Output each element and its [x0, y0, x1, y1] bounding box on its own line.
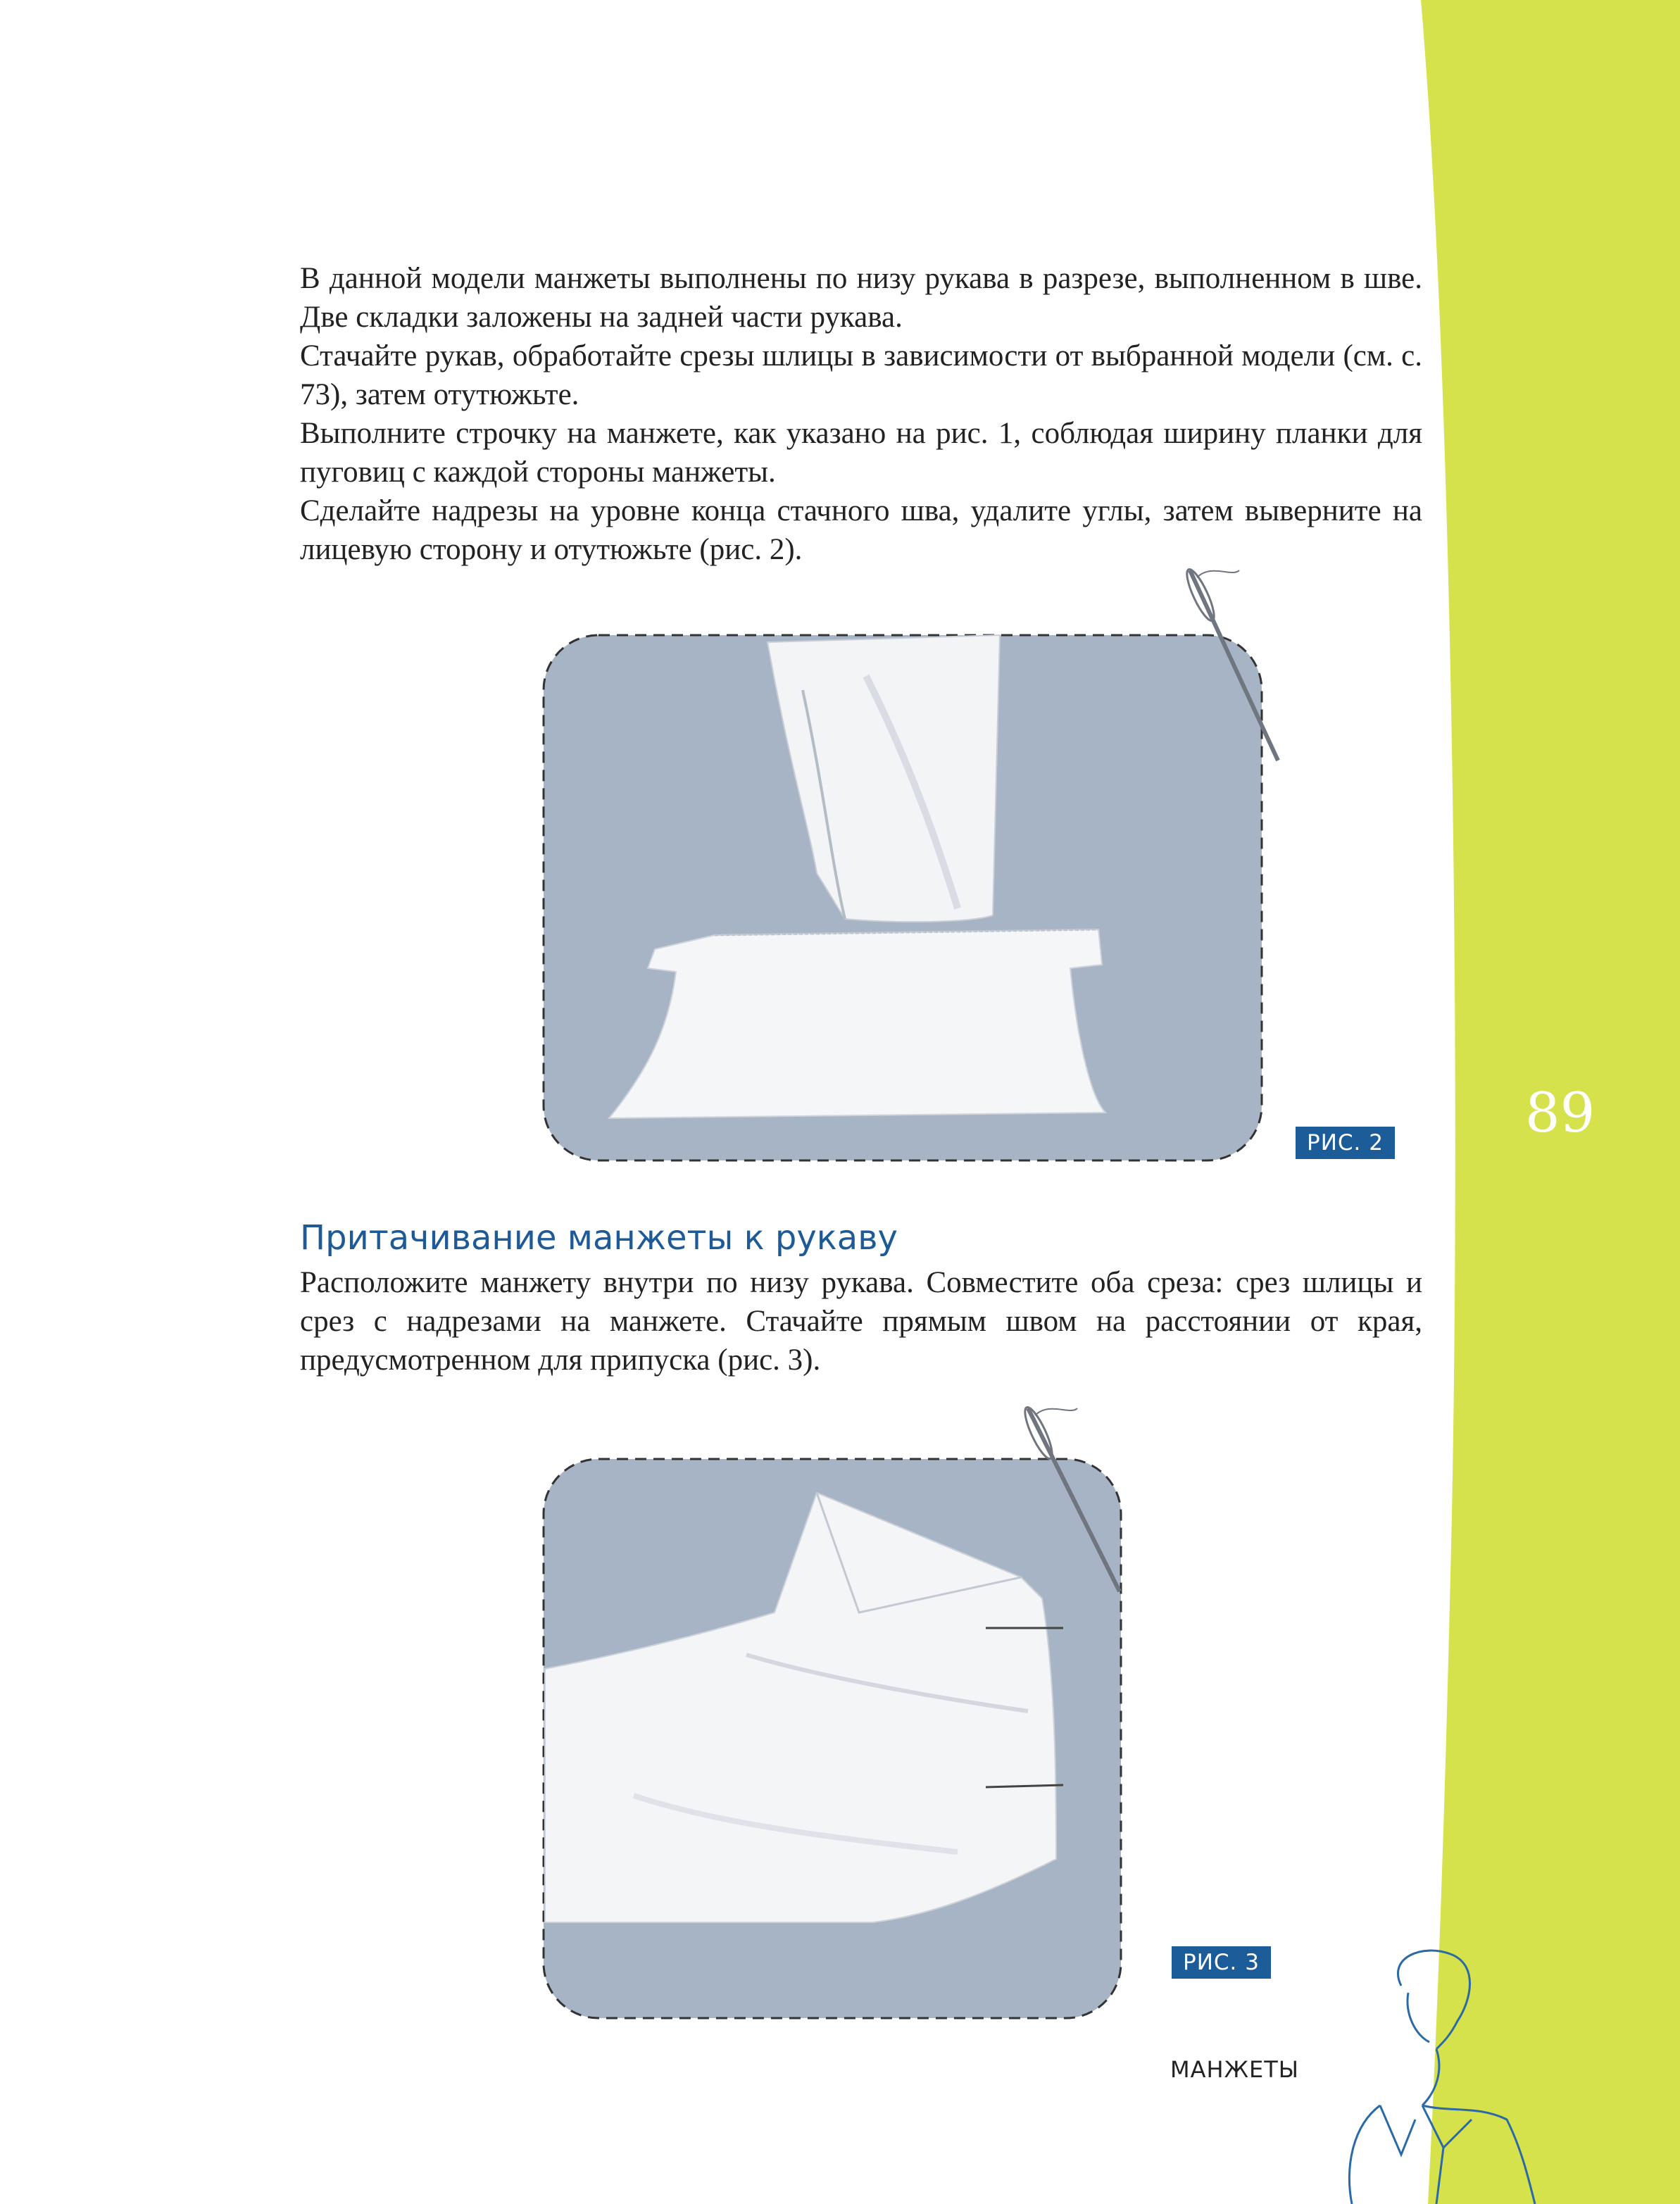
- paragraph-3: Выполните строчку на манжете, как указано на рис. 1, соблюдая ширину планки для пуговиц с каждой стороны манжеты.: [300, 417, 1422, 489]
- figure-2-label: РИС. 2: [1296, 1127, 1395, 1159]
- woman-sketch-icon: [1338, 1943, 1549, 2204]
- page-number: 89: [1525, 1082, 1596, 1145]
- figure-3-photo: [535, 1401, 1169, 2035]
- paragraph-5: Расположите манжету внутри по низу рукава. Совместите оба среза: срез шлицы и срез с надрезами на манжете. Стачайте прямым швом на расстоянии от края, предусмотренном для припуска (рис. 3).: [300, 1266, 1422, 1377]
- intro-text: [300, 259, 1422, 569]
- figure-2-photo: [535, 563, 1281, 1169]
- section-text: [300, 1263, 1422, 1379]
- paragraph-2: Стачайте рукав, обработайте срезы шлицы в зависимости от выбранной модели (см. с. 73), затем отутюжьте.: [300, 339, 1422, 411]
- figure-3-label: РИС. 3: [1172, 1946, 1271, 1979]
- paragraph-1: В данной модели манжеты выполнены по низу рукава в разрезе, выполненном в шве. Две складки заложены на задней части рукава.: [300, 262, 1422, 334]
- paragraph-4: Сделайте надрезы на уровне конца стачного шва, удалите углы, затем выверните на лицевую сторону и отутюжьте (рис. 2).: [300, 494, 1422, 566]
- section-footer: МАНЖЕТЫ: [1170, 2056, 1300, 2083]
- section-heading: Притачивание манжеты к рукаву: [300, 1218, 898, 1258]
